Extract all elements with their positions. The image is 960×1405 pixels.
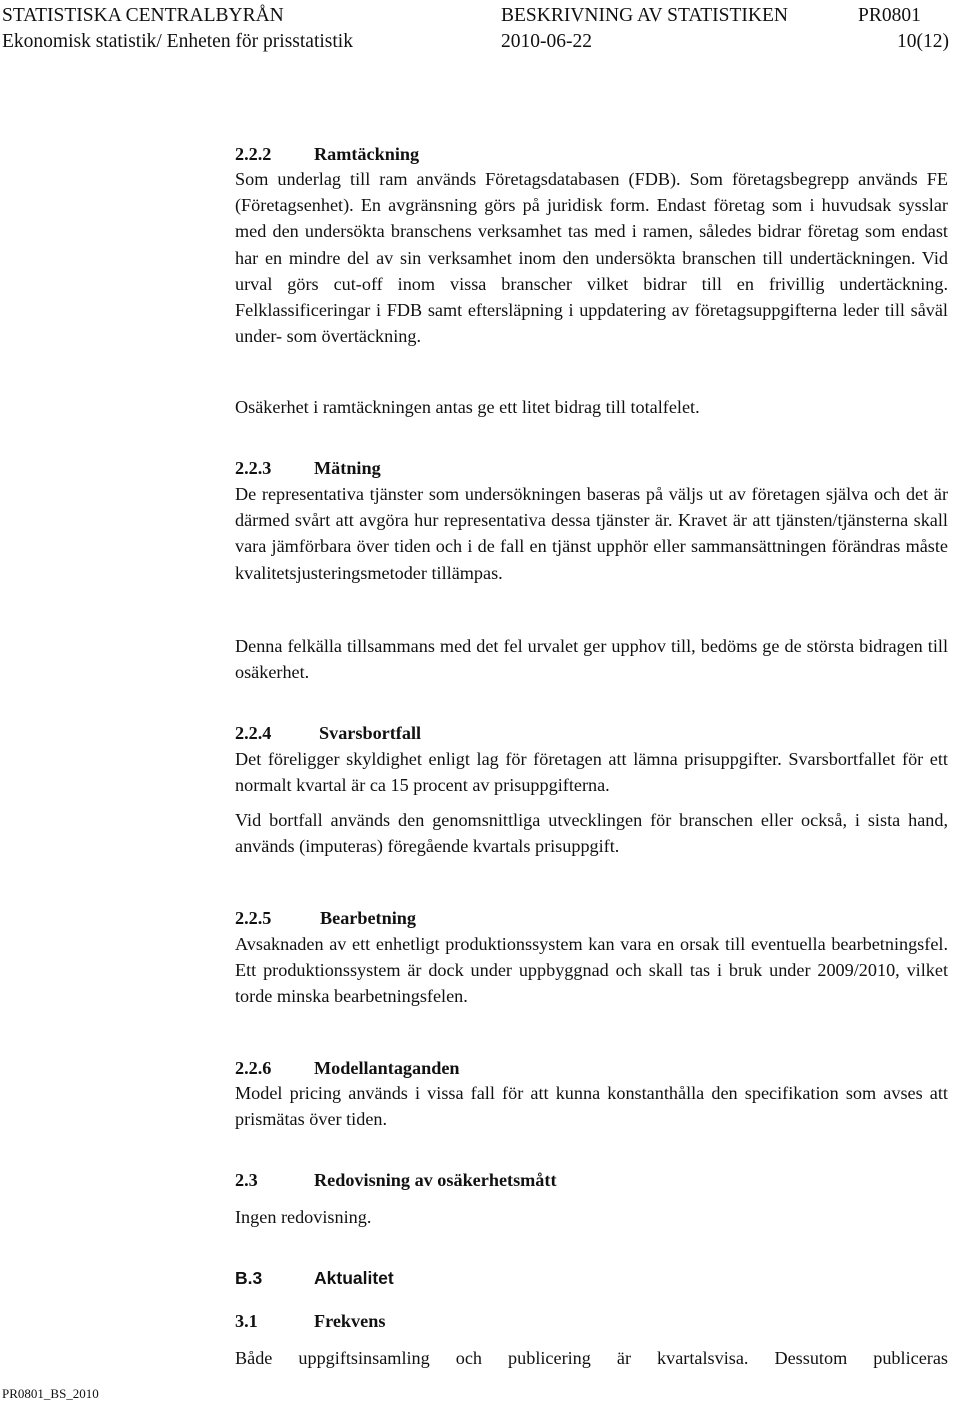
- paragraph-bearbetning: Avsaknaden av ett enhetligt produktionssystem kan vara en orsak till eventuella bearbetningsfel. Ett produktionssystem är dock under uppbyggnad och skall tas i bruk under 2009/2010, vilket torde minska bearbetningsfelen.: [235, 934, 948, 1007]
- paragraph-redovisning: Ingen redovisning.: [235, 1207, 372, 1227]
- section-title: Redovisning av osäkerhetsmått: [314, 1170, 557, 1190]
- paragraph-frekvens: Både uppgiftsinsamling och publicering är kvartalsvisa. Dessutom publiceras: [235, 1348, 948, 1368]
- section-title: Frekvens: [314, 1311, 386, 1331]
- section-number: 2.2.2: [235, 144, 272, 164]
- paragraph-ramtackning-2: Osäkerhet i ramtäckningen antas ge ett litet bidrag till totalfelet.: [235, 397, 700, 417]
- section-heading-2-2-3: [235, 457, 381, 479]
- section-heading-2-2-2: [235, 143, 420, 165]
- paragraph-matning-2: Denna felkälla tillsammans med det fel urvalet ger upphov till, bedöms ge de största bidragen till osäkerhet.: [235, 636, 948, 683]
- section-number: 2.2.6: [235, 1058, 272, 1078]
- paragraph-ramtackning-1: Som underlag till ram används Företagsdatabasen (FDB). Som företagsbegrepp används FE (Företagsenhet). En avgränsning görs på juridisk form. Endast företag som i huvudsak sysslar med den undersökta branschens verksamhet tas med i ramen, således bidrar företag som endast har en mindre del av sin verksamhet inom den undersökta branschen till undertäckningen. Vid urval görs cut-off inom vissa branscher vilket bidrar till en frivillig undertäckning. Felklassificeringar i FDB samt eftersläpning i uppdatering av företagsuppgifterna leder till såväl under- som övertäckning.: [235, 169, 948, 347]
- header-department: Ekonomisk statistik/ Enheten för prisstatistik: [2, 31, 353, 52]
- section-heading-2-2-5: [235, 907, 416, 929]
- paragraph-matning-1: De representativa tjänster som undersökningen baseras på väljs ut av företagen själva och det är därmed svårt att avgöra hur representativa dessa tjänster är. Kravet är att tjänsten/tjänsterna skall vara jämförbara över tiden och i de fall en tjänst upphör eller sammansättningen förändras måste kvalitetsjusteringsmetoder tillämpas.: [235, 484, 948, 583]
- section-heading-3-1: [235, 1310, 386, 1332]
- section-title: Mätning: [314, 458, 381, 478]
- section-number: 2.2.5: [235, 908, 272, 928]
- paragraph-svarsbortfall-1: Det föreligger skyldighet enligt lag för företagen att lämna prisuppgifter. Svarsbortfallet för ett normalt kvartal är ca 15 procent av prisuppgifterna.: [235, 749, 948, 796]
- section-title: Aktualitet: [314, 1268, 394, 1288]
- section-heading-2-2-6: [235, 1057, 460, 1079]
- header-doc-code: PR0801: [858, 5, 921, 26]
- paragraph-modellantaganden: Model pricing används i vissa fall för att kunna konstanthålla den specifikation som avses att prismätas över tiden.: [235, 1083, 948, 1130]
- section-title: Ramtäckning: [314, 144, 420, 164]
- section-number: 3.1: [235, 1311, 258, 1331]
- section-number: 2.2.3: [235, 458, 272, 478]
- header-page-number: 10(12): [897, 31, 949, 52]
- section-title: Bearbetning: [320, 908, 416, 928]
- paragraph-svarsbortfall-2: Vid bortfall används den genomsnittliga utvecklingen för branschen eller också, i sista hand, används (imputeras) föregående kvartals prisuppgift.: [235, 810, 948, 857]
- section-title: Svarsbortfall: [319, 723, 422, 743]
- section-number: 2.2.4: [235, 723, 272, 743]
- section-heading-2-3: [235, 1169, 557, 1191]
- header-date: 2010-06-22: [501, 31, 592, 52]
- header-org: STATISTISKA CENTRALBYRÅN: [2, 5, 284, 26]
- section-number: 2.3: [235, 1170, 258, 1190]
- footer-code: PR0801_BS_2010: [2, 1386, 99, 1401]
- header-doc-type: BESKRIVNING AV STATISTIKEN: [501, 5, 788, 26]
- section-number: B.3: [235, 1268, 263, 1288]
- section-heading-b-3: [235, 1267, 394, 1289]
- section-heading-2-2-4: [235, 722, 422, 744]
- section-title: Modellantaganden: [314, 1058, 460, 1078]
